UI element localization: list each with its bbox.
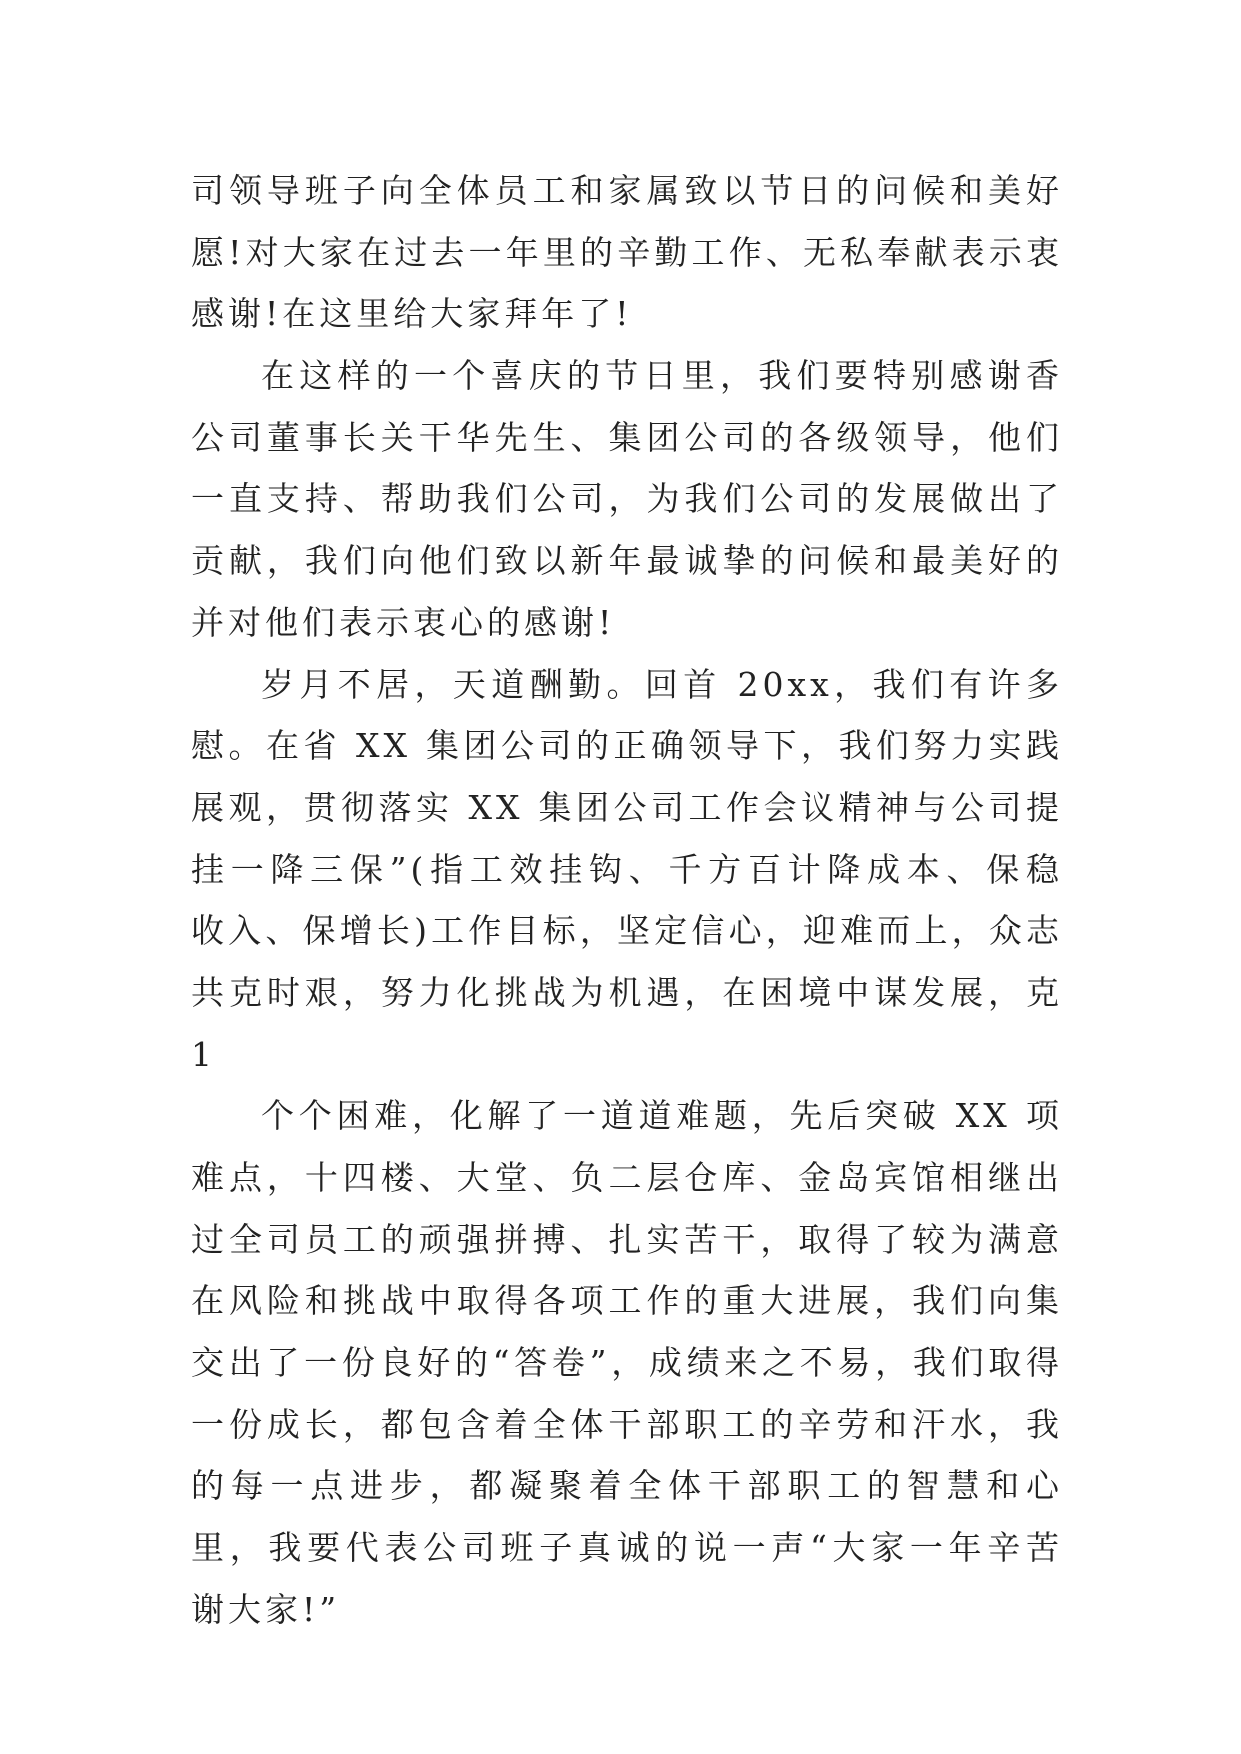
text-line: 过全司员工的顽强拼搏、扎实苦干，取得了较为满意 bbox=[191, 1219, 1063, 1259]
text-line: 展观，贯彻落实 XX 集团公司工作会议精神与公司提 bbox=[191, 787, 1063, 827]
text-line: 公司董事长关干华先生、集团公司的各级领导，他们 bbox=[191, 417, 1063, 457]
paragraph-first-line: 个个困难，化解了一道道难题，先后突破 XX 项 bbox=[261, 1096, 1063, 1136]
text-line: 共克时艰，努力化挑战为机遇，在困境中谋发展，克 bbox=[191, 972, 1063, 1012]
text-line: 感谢!在这里给大家拜年了! bbox=[191, 294, 633, 334]
text-line: 慰。在省 XX 集团公司的正确领导下，我们努力实践 bbox=[191, 726, 1063, 766]
page-number: 1 bbox=[191, 1034, 216, 1074]
text-line: 的每一点进步，都凝聚着全体干部职工的智慧和心 bbox=[191, 1466, 1063, 1506]
text-line: 一份成长，都包含着全体干部职工的辛劳和汗水，我 bbox=[191, 1404, 1063, 1444]
paragraph-first-line: 岁月不居，天道酬勤。回首 20xx，我们有许多 bbox=[261, 664, 1063, 704]
text-line: 挂一降三保”(指工效挂钩、千方百计降成本、保稳 bbox=[191, 849, 1063, 889]
paragraph-first-line: 在这样的一个喜庆的节日里，我们要特别感谢香 bbox=[261, 356, 1063, 396]
text-line: 贡献，我们向他们致以新年最诚挚的问候和最美好的 bbox=[191, 541, 1063, 581]
text-line: 一直支持、帮助我们公司，为我们公司的发展做出了 bbox=[191, 479, 1063, 519]
document-body bbox=[191, 160, 1063, 1641]
text-line: 里，我要代表公司班子真诚的说一声“大家一年辛苦 bbox=[191, 1528, 1063, 1568]
text-line: 交出了一份良好的“答卷”，成绩来之不易，我们取得 bbox=[191, 1343, 1063, 1383]
text-line: 收入、保增长)工作目标，坚定信心，迎难而上，众志 bbox=[191, 911, 1063, 951]
text-line: 在风险和挑战中取得各项工作的重大进展，我们向集 bbox=[191, 1281, 1063, 1321]
text-line: 难点，十四楼、大堂、负二层仓库、金岛宾馆相继出 bbox=[191, 1158, 1063, 1197]
text-line: 司领导班子向全体员工和家属致以节日的问候和美好 bbox=[191, 171, 1063, 210]
text-line: 谢大家!” bbox=[191, 1589, 341, 1629]
text-line: 并对他们表示衷心的感谢! bbox=[191, 602, 616, 642]
text-line: 愿!对大家在过去一年里的辛勤工作、无私奉献表示衷 bbox=[191, 232, 1063, 272]
